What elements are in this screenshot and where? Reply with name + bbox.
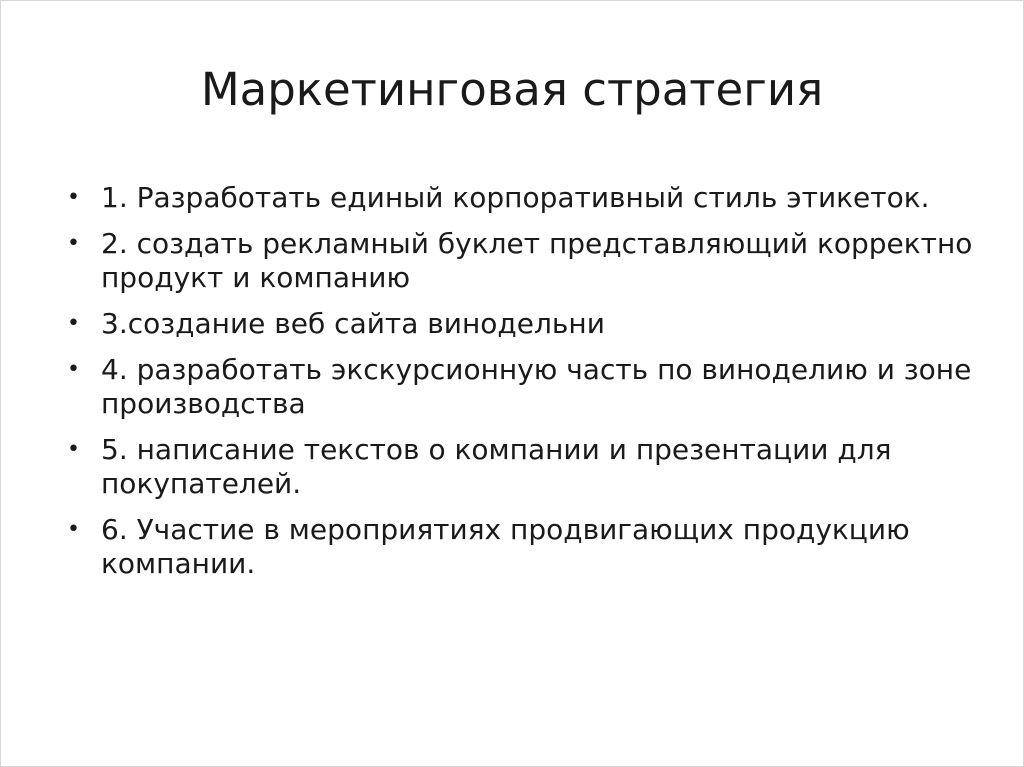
list-item-text: 5. написание текстов о компании и презентации для покупателей.: [101, 433, 892, 500]
bullet-icon: •: [67, 231, 80, 256]
bullet-list: [67, 181, 981, 593]
slide-title: Маркетинговая стратегия: [200, 63, 824, 116]
list-item-text: 6. Участие в мероприятиях продвигающих продукцию компании.: [101, 513, 910, 580]
list-item: [67, 513, 981, 581]
list-item: [67, 227, 981, 295]
bullet-icon: •: [67, 185, 80, 210]
bullet-icon: •: [67, 437, 80, 462]
list-item-text: 3.создание веб сайта винодельни: [101, 307, 605, 340]
list-item: [67, 181, 981, 215]
bullet-icon: •: [67, 517, 80, 542]
list-item: [67, 307, 981, 341]
bullet-icon: •: [67, 357, 80, 382]
list-item: [67, 433, 981, 501]
list-item-text: 1. Разработать единый корпоративный стиль этикеток.: [101, 181, 930, 214]
bullet-icon: •: [67, 311, 80, 336]
list-item-text: 2. создать рекламный буклет представляющий корректно продукт и компанию: [101, 227, 973, 294]
list-item: [67, 353, 981, 421]
list-item-text: 4. разработать экскурсионную часть по виноделию и зоне производства: [101, 353, 972, 420]
